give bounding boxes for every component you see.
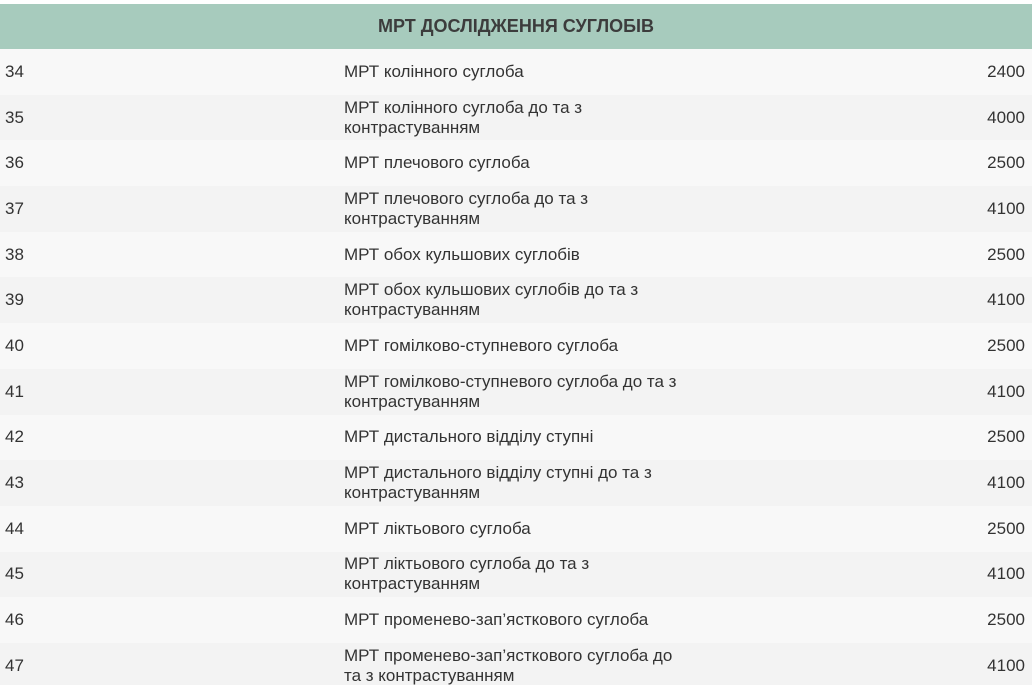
service-name: МРТ гомілково-ступневого суглоба [344,323,688,369]
table-row [0,460,1032,506]
row-number: 43 [0,460,344,506]
service-name: МРТ ліктьового суглоба [344,506,688,552]
row-number: 40 [0,323,344,369]
service-price: 2500 [688,597,1032,643]
service-name: МРТ обох кульшових суглобів до та з контрастуванням [344,277,688,323]
table-row [0,369,1032,415]
service-price: 2500 [688,323,1032,369]
service-name: МРТ променево-зап’ясткового суглоба [344,597,688,643]
service-name: МРТ ліктьового суглоба до та з контрастуванням [344,552,688,598]
service-name: МРТ променево-зап’ясткового суглоба до та з контрастуванням [344,643,688,685]
row-number: 47 [0,643,344,685]
table-header-row [0,2,1032,49]
service-name: МРТ плечового суглоба до та з контрастуванням [344,186,688,232]
service-name: МРТ гомілково-ступневого суглоба до та з контрастуванням [344,369,688,415]
table-row [0,186,1032,232]
service-price: 2500 [688,140,1032,186]
row-number: 44 [0,506,344,552]
service-price: 4000 [688,95,1032,141]
service-name: МРТ дистального відділу ступні [344,415,688,461]
table-row [0,95,1032,141]
row-number: 35 [0,95,344,141]
table-row [0,323,1032,369]
table-row [0,506,1032,552]
service-price: 4100 [688,277,1032,323]
service-price: 4100 [688,369,1032,415]
table-row [0,552,1032,598]
section-title: МРТ ДОСЛІДЖЕННЯ СУГЛОБІВ [0,2,1032,49]
service-price: 2500 [688,506,1032,552]
service-price: 4100 [688,460,1032,506]
table-body [0,49,1032,685]
service-name: МРТ обох кульшових суглобів [344,232,688,278]
service-price: 4100 [688,552,1032,598]
row-number: 38 [0,232,344,278]
table-row [0,232,1032,278]
table-row [0,415,1032,461]
table-row [0,277,1032,323]
row-number: 41 [0,369,344,415]
table-row [0,643,1032,685]
row-number: 34 [0,49,344,95]
service-price: 2500 [688,232,1032,278]
row-number: 42 [0,415,344,461]
service-name: МРТ плечового суглоба [344,140,688,186]
row-number: 45 [0,552,344,598]
row-number: 36 [0,140,344,186]
service-price: 4100 [688,643,1032,685]
table-row [0,49,1032,95]
service-price: 2500 [688,415,1032,461]
service-name: МРТ дистального відділу ступні до та з контрастуванням [344,460,688,506]
service-name: МРТ колінного суглоба до та з контрастуванням [344,95,688,141]
row-number: 46 [0,597,344,643]
table-row [0,597,1032,643]
service-price: 4100 [688,186,1032,232]
row-number: 39 [0,277,344,323]
table-row [0,140,1032,186]
service-name: МРТ колінного суглоба [344,49,688,95]
service-price: 2400 [688,49,1032,95]
row-number: 37 [0,186,344,232]
